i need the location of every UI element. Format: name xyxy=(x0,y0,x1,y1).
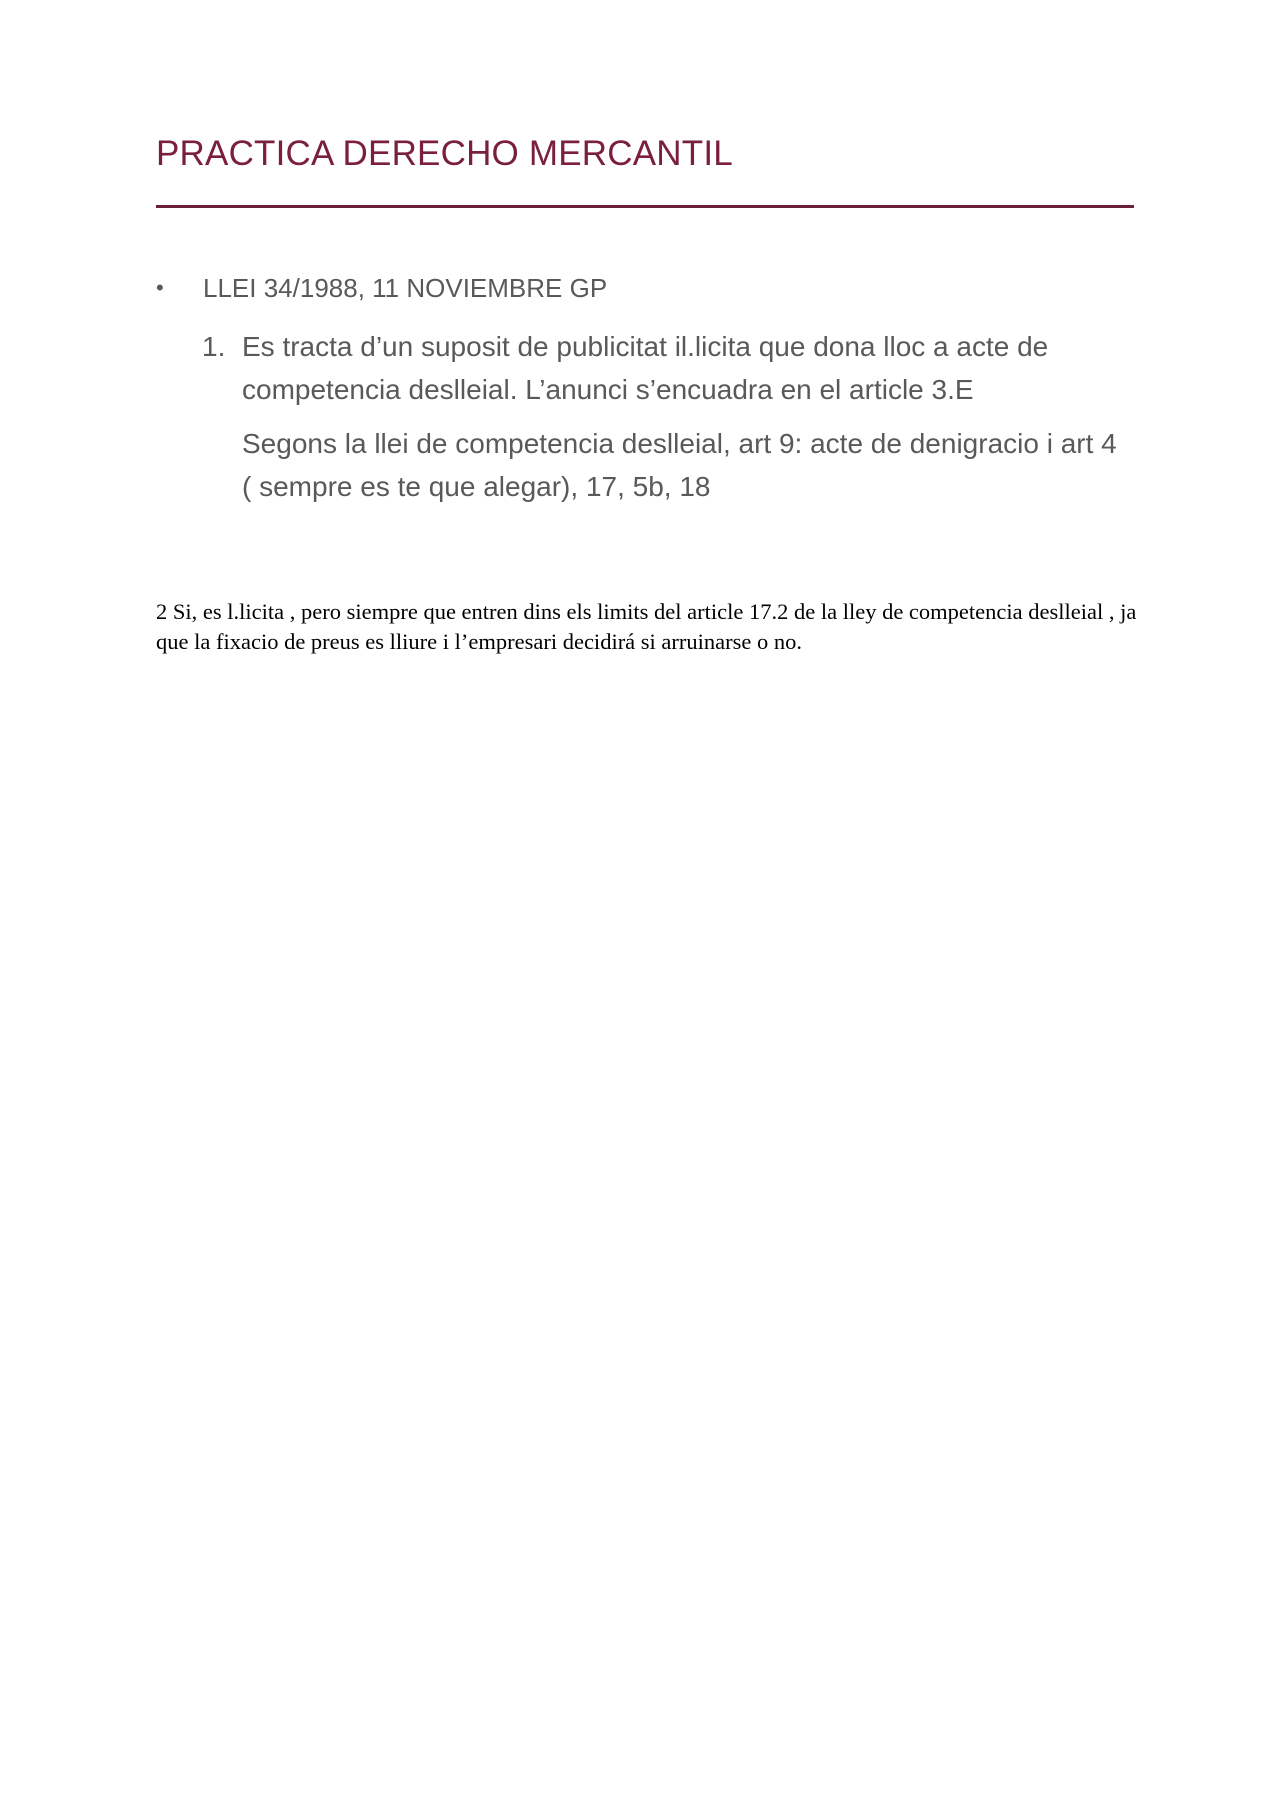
followup-paragraph: Segons la llei de competencia deslleial, art 9: acte de denigracio i art 4 ( sempre es te que alegar), 17, 5b, 18 xyxy=(242,428,1117,502)
answer-paragraph: 2 Si, es l.licita , pero siempre que entren dins els limits del article 17.2 de la lley de competencia deslleial , ja que la fixacio de preus es lliure i l’empresari decidirá si arruinarse o no. xyxy=(156,599,1137,654)
page-title: PRACTICA DERECHO MERCANTIL xyxy=(156,134,733,173)
bullet-marker: • xyxy=(156,275,164,300)
numbered-item-text: Es tracta d’un suposit de publicitat il.licita que dona lloc a acte de competencia deslleial. L’anunci s’encuadra en el article 3.E xyxy=(242,331,1049,405)
bullet-item-text: LLEI 34/1988, 11 NOVIEMBRE GP xyxy=(203,273,608,303)
title-underline-divider xyxy=(156,205,1134,208)
numbered-marker: 1. xyxy=(202,331,226,362)
